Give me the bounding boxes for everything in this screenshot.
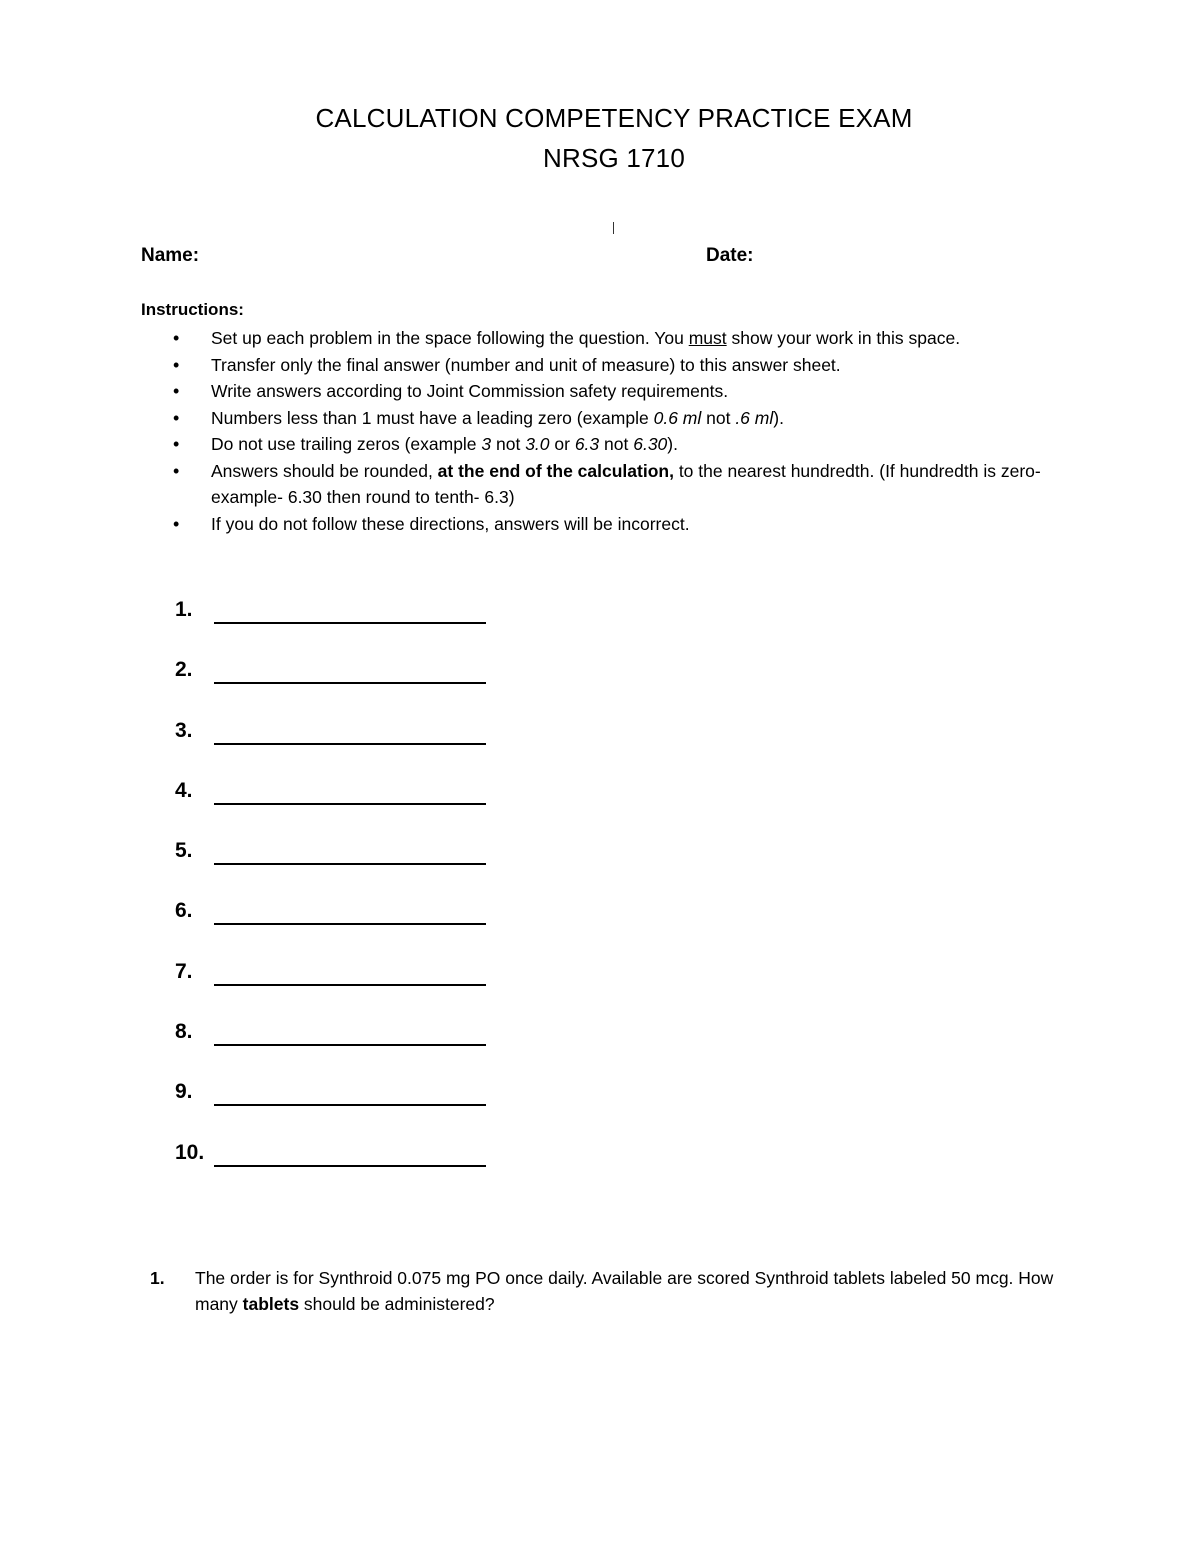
- answer-number: 5.: [175, 839, 193, 863]
- instruction-item: • Answers should be rounded, at the end of the calculation, to the nearest hundredth. (If hundredth is zero- example- 6.30 then round to tenth- 6.3): [141, 458, 1101, 511]
- answer-number: 6.: [175, 899, 193, 923]
- instruction-item: • If you do not follow these directions, answers will be incorrect.: [141, 511, 1101, 538]
- instruction-item: • Transfer only the final answer (number and unit of measure) to this answer sheet.: [141, 352, 1101, 379]
- course-code: NRSG 1710: [543, 143, 685, 173]
- answer-number: 7.: [175, 959, 193, 983]
- answer-number: 2.: [175, 658, 193, 682]
- answer-blank[interactable]: [214, 743, 486, 745]
- instruction-item: • Write answers according to Joint Commission safety requirements.: [141, 378, 1101, 405]
- answer-blank[interactable]: [214, 1104, 486, 1106]
- date-label: Date:: [706, 245, 754, 266]
- question-text: The order is for Synthroid 0.075 mg PO once daily. Available are scored Synthroid tablets labeled 50 mcg. How many tablets should be administered?: [195, 1268, 1054, 1314]
- instruction-item: • Set up each problem in the space following the question. You must show your work in this space.: [141, 325, 1101, 352]
- answer-number: 3.: [175, 718, 193, 742]
- exam-title: CALCULATION COMPETENCY PRACTICE EXAM: [315, 103, 913, 133]
- answer-number: 10.: [175, 1140, 205, 1164]
- answer-blank[interactable]: [214, 803, 486, 805]
- answer-blank[interactable]: [214, 1165, 486, 1167]
- question-number: 1.: [150, 1268, 165, 1288]
- answer-blank[interactable]: [214, 923, 486, 925]
- name-label: Name:: [141, 245, 200, 266]
- answer-number: 9.: [175, 1080, 193, 1104]
- instruction-item: • Do not use trailing zeros (example 3 not 3.0 or 6.3 not 6.30).: [141, 431, 1101, 458]
- answer-blank[interactable]: [214, 863, 486, 865]
- text-cursor-mark: [613, 222, 614, 234]
- answer-blank[interactable]: [214, 984, 486, 986]
- answer-blank[interactable]: [214, 1044, 486, 1046]
- answer-blank[interactable]: [214, 682, 486, 684]
- answer-blank[interactable]: [214, 622, 486, 624]
- instruction-item: • Numbers less than 1 must have a leading zero (example 0.6 ml not .6 ml).: [141, 405, 1101, 432]
- answer-number: 1.: [175, 598, 193, 621]
- instructions-list: [141, 325, 1101, 537]
- answer-number: 4.: [175, 778, 193, 802]
- answer-number: 8.: [175, 1020, 193, 1044]
- instructions-heading: Instructions:: [141, 300, 244, 319]
